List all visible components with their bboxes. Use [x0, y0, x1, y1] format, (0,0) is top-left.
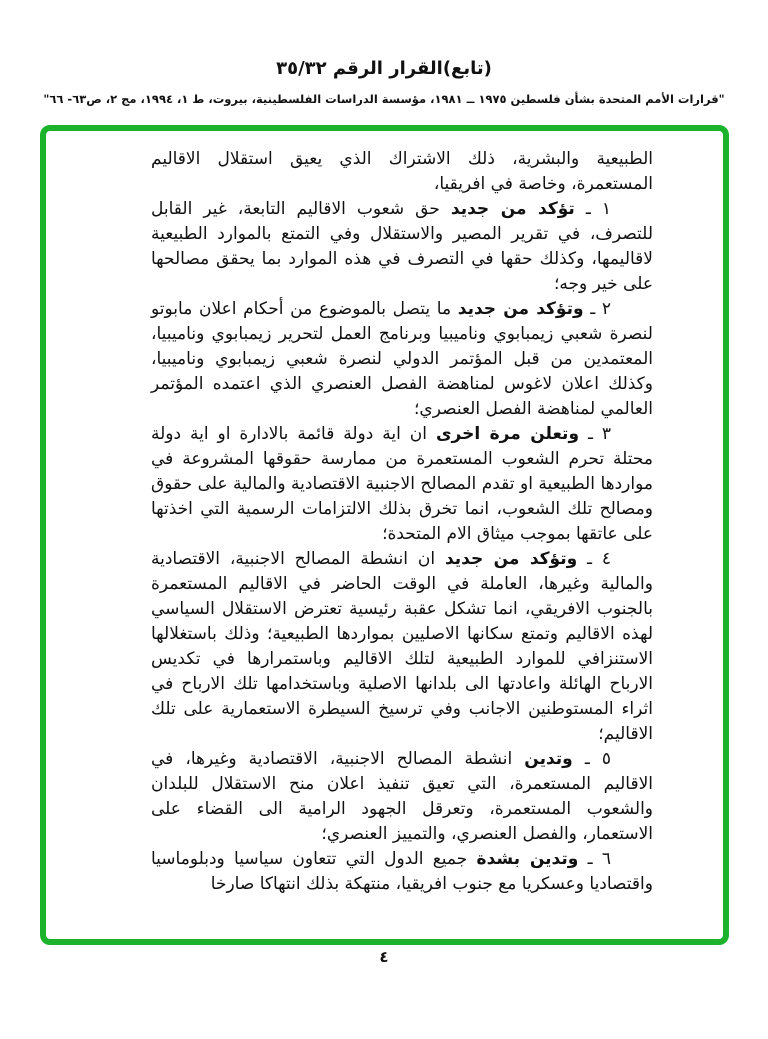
paragraph-dash: ـ [587, 424, 593, 444]
paragraph-text: ان انشطة المصالح الاجنبية، الاقتصادية والمالية وغيرها، العاملة في الوقت الحاضر في الاقاليم المستعمرة بالجنوب الافريقي، انما تشكل عقبة رئيسية تعترض الاستقلال السياسي لهذه الاقاليم وتمتع سكانها الاصليين بمواردها الطبيعية؛ وذلك باستغلالها الاستنزافي للموارد الطبيعية لتلك الاقاليم وباستمرارها في تكديس الارباح الهائلة واعادتها الى بلدانها الاصلية وباستخدامها تلك الارباح في اثراء المستوطنين الاجانب وفي ترسيخ السيطرة الاستعمارية على تلك الاقاليم؛ [151, 549, 653, 744]
resolution-paragraph-5 [151, 747, 653, 847]
page-header [0, 58, 768, 106]
body-text-block [46, 131, 723, 897]
paragraph-dash: ـ [587, 549, 593, 569]
paragraph-number: ٥ [601, 749, 611, 769]
paragraph-text: انشطة المصالح الاجنبية، الاقتصادية وغيرها، في الاقاليم المستعمرة، التي تعيق تنفيذ اعلان منح الاستقلال للبلدان والشعوب المستعمرة، وتعرقل الجهود الرامية الى القضاء على الاستعمار، والفصل العنصري، والتمييز العنصري؛ [151, 749, 653, 844]
paragraph-number: ٦ [601, 849, 612, 869]
paragraph-lead: تؤكد من جديد [450, 199, 575, 219]
page-number: ٤ [379, 948, 389, 966]
source-citation: "قرارات الأمم المتحدة بشأن فلسطين ١٩٧٥ ــ ١٩٨١، مؤسسة الدراسات الفلسطينية، بيروت، ط ١، ١٩٩٤، مج ٢، ص٦٣- ٦٦" [43, 92, 725, 106]
paragraph-dash: ـ [590, 299, 596, 319]
resolution-paragraph-2 [151, 297, 653, 422]
continuation-paragraph: الطبيعية والبشرية، ذلك الاشتراك الذي يعيق استقلال الاقاليم المستعمرة، وخاصة في افريقيا، [151, 149, 653, 194]
paragraph-lead: وتعلن مرة اخرى [435, 424, 580, 444]
paragraph-lead: وتدين [524, 749, 573, 769]
paragraph-text: حق شعوب الاقاليم التابعة، غير القابل للتصرف، في تقرير المصير والاستقلال وفي التمتع بالموارد الطبيعية لاقاليمها، وكذلك حقها في التصرف في هذه الموارد بما يحقق مصالحها على خير وجه؛ [151, 199, 653, 294]
paragraph-number: ١ [601, 199, 611, 219]
paragraph-number: ٣ [601, 424, 612, 444]
resolution-paragraph-6 [151, 847, 653, 897]
highlight-border-box [40, 125, 729, 945]
resolution-paragraph-1 [151, 197, 653, 297]
paragraph-lead: وتدين بشدة [476, 849, 579, 869]
paragraph-number: ٢ [601, 299, 612, 319]
paragraph-dash: ـ [585, 199, 591, 219]
paragraph-lead: وتؤكد من جديد [444, 549, 578, 569]
paragraph-number: ٤ [601, 549, 612, 569]
paragraph-text: ان اية دولة قائمة بالادارة او اية دولة محتلة تحرم الشعوب المستعمرة من ممارسة حقوقها المشروعة في مواردها الطبيعية او تقدم المصالح الاجنبية الاقتصادية والمالية على حقوق ومصالح تلك الشعوب، انما تخرق بذلك الالتزامات الرسمية التي اخذتها على عاتقها بموجب ميثاق الام المتحدة؛ [151, 424, 653, 544]
paragraph-dash: ـ [587, 849, 593, 869]
paragraph-dash: ـ [584, 749, 590, 769]
resolution-paragraph-3 [151, 422, 653, 547]
paragraph-text: ما يتصل بالموضوع من أحكام اعلان مابوتو لنصرة شعبي زيمبابوي وناميبيا وبرنامج العمل لتحرير زيمبابوي وناميبيا، المعتمدين من قبل المؤتمر الدولي لنصرة شعبي زيمبابوي وناميبيا، وكذلك اعلان لاغوس لمناهضة الفصل العنصري الذي اعتمده المؤتمر العالمي لمناهضة الفصل العنصري؛ [151, 299, 653, 419]
paragraph-text: جميع الدول التي تتعاون سياسيا ودبلوماسيا واقتصاديا وعسكريا مع جنوب افريقيا، منتهكة بذلك انتهاكا صارخا [151, 849, 653, 894]
resolution-paragraph-4 [151, 547, 653, 747]
resolution-title: (تابع)القرار الرقم ٣٥/٣٢ [276, 58, 492, 79]
paragraph-lead: وتؤكد من جديد [457, 299, 584, 319]
